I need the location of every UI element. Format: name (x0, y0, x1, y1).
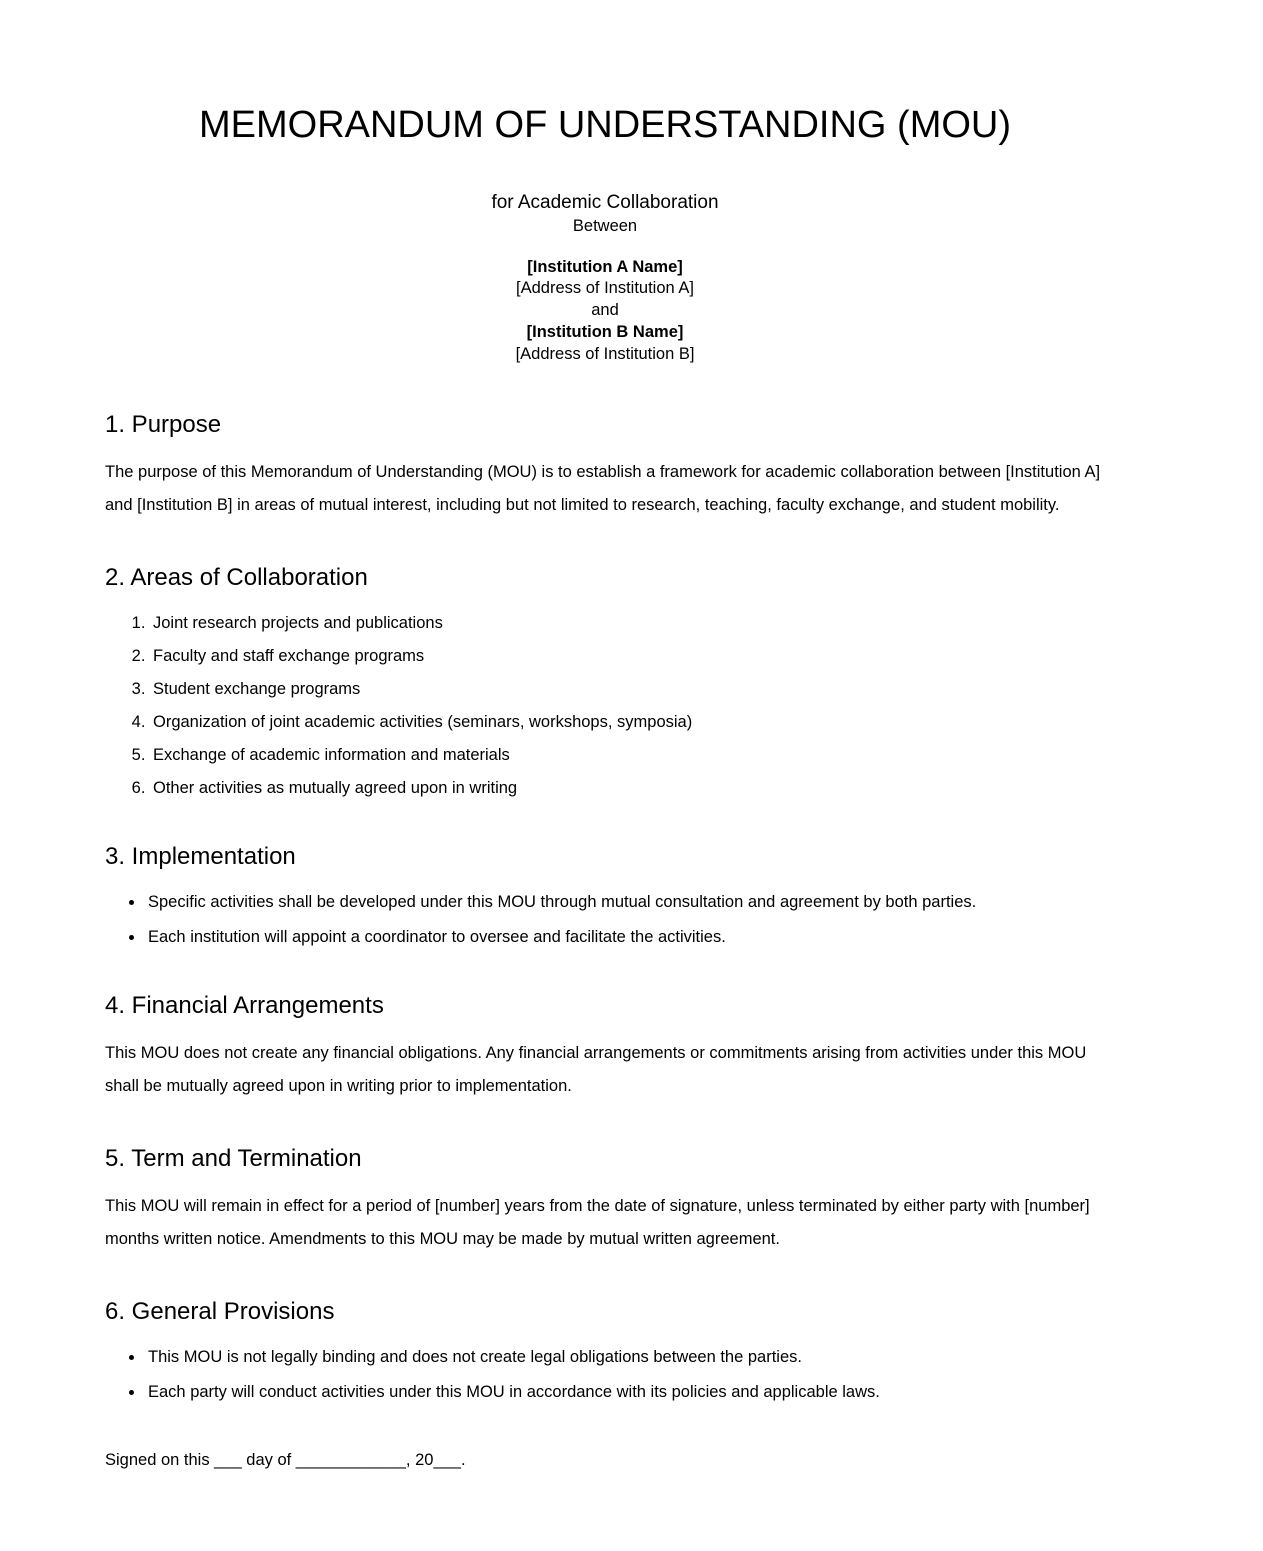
parties-block (105, 257, 1105, 366)
list-item: • Each party will conduct activities under this MOU in accordance with its policies and applicable laws. (145, 1379, 1105, 1405)
list-item: • Each institution will appoint a coordinator to oversee and facilitate the activities. (145, 924, 1105, 950)
section-general-provisions (105, 1298, 1105, 1405)
section-heading-term-and-termination: 5. Term and Termination (105, 1145, 362, 1173)
list-item: • Specific activities shall be developed under this MOU through mutual consultation and agreement by both parties. (145, 889, 1105, 915)
parties-conjunction: and (591, 301, 619, 320)
section-term-and-termination (105, 1145, 1105, 1256)
document-subtitle: for Academic Collaboration (491, 191, 719, 213)
section-financial-arrangements (105, 992, 1105, 1103)
general-provisions-list (105, 1344, 1105, 1405)
page-title: MEMORANDUM OF UNDERSTANDING (MOU) (198, 104, 1012, 146)
section-paragraph-term-and-termination: This MOU will remain in effect for a period of [number] years from the date of signature, unless terminated by either party with [number] months written notice. Amendments to this MOU may be made by mutual written agreement. (105, 1196, 1090, 1248)
list-item: • This MOU is not legally binding and does not create legal obligations between the parties. (145, 1344, 1105, 1370)
section-areas-of-collaboration (105, 564, 1105, 801)
list-item: 4. Organization of joint academic activities (seminars, workshops, symposia) (150, 709, 1105, 735)
section-heading-financial-arrangements: 4. Financial Arrangements (105, 992, 384, 1020)
section-implementation (105, 843, 1105, 950)
between-label: Between (572, 217, 638, 236)
list-item: 2. Faculty and staff exchange programs (150, 643, 1105, 669)
document-subtitle-block (105, 190, 1105, 238)
section-heading-purpose: 1. Purpose (105, 411, 222, 439)
section-paragraph-financial-arrangements: This MOU does not create any financial obligations. Any financial arrangements or commitments arising from activities under this MOU shall be mutually agreed upon in writing prior to implementation. (105, 1044, 1087, 1096)
section-heading-general-provisions: 6. General Provisions (105, 1297, 335, 1325)
institution-b-address: [Address of Institution B] (515, 344, 695, 363)
implementation-list (105, 889, 1105, 950)
document-content (105, 0, 1105, 1473)
list-item: 3. Student exchange programs (150, 676, 1105, 702)
section-heading-implementation: 3. Implementation (105, 843, 296, 871)
signature-line: Signed on this ___ day of ____________, 20___. (105, 1450, 466, 1469)
list-item: 5. Exchange of academic information and materials (150, 742, 1105, 768)
section-heading-areas-of-collaboration: 2. Areas of Collaboration (105, 564, 368, 592)
areas-of-collaboration-list (105, 610, 1105, 801)
section-paragraph-purpose: The purpose of this Memorandum of Understanding (MOU) is to establish a framework for academic collaboration between [Institution A] and [Institution B] in areas of mutual interest, including but not limited to research, teaching, faculty exchange, and student mobility. (105, 463, 1101, 515)
list-item: 1. Joint research projects and publications (150, 610, 1105, 636)
list-item: 6. Other activities as mutually agreed upon in writing (150, 775, 1105, 801)
institution-a-name: [Institution A Name] (527, 257, 683, 276)
institution-a-address: [Address of Institution A] (516, 279, 694, 298)
institution-b-name: [Institution B Name] (526, 322, 684, 341)
section-purpose (105, 411, 1105, 522)
